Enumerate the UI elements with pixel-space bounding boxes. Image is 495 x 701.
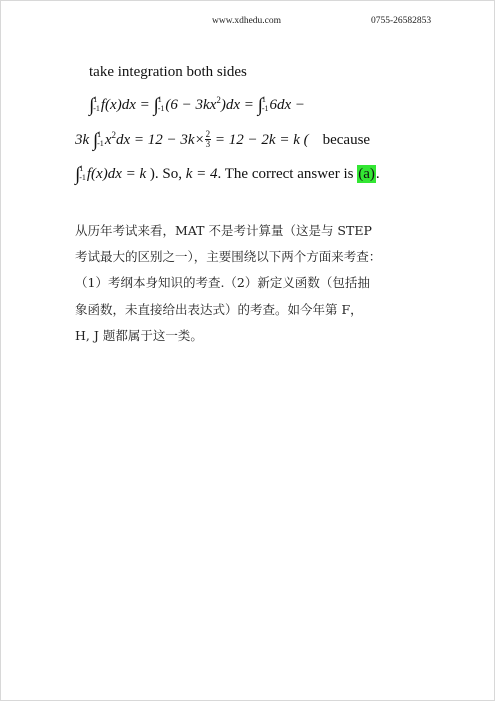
correct-answer-highlight: (a) [358, 166, 375, 182]
equation-line-2 [75, 128, 370, 150]
integral-sign: ∫ [153, 95, 159, 116]
square-exponent: 2 [111, 130, 116, 140]
answer-sentence: . The correct answer is [217, 166, 358, 182]
eq3-integral: f(x)dx = k [86, 166, 147, 182]
page-header [0, 16, 495, 30]
integral-limits: 1 -1 [93, 94, 100, 113]
commentary-line-2: 考试最大的区别之一），主要围绕以下两个方面来考查： [75, 249, 382, 264]
eq1-lhs: f(x)dx = [100, 97, 154, 113]
integral-limits: 1 -1 [79, 163, 86, 182]
sentence-end: . [375, 166, 380, 182]
website-text: www.xdhedu.com [212, 16, 282, 26]
commentary-line-4: 象函数，未直接给出表达式）的考查。如今年第 F， [75, 302, 363, 317]
commentary-line-1: 从历年考试来看，MAT 不是考计算量（这是与 STEP [75, 223, 372, 238]
k-value: k = 4 [185, 166, 218, 182]
phone-number: 0755-26582853 [371, 16, 432, 26]
integral-sign: ∫ [257, 95, 263, 116]
eq2-term: x [104, 132, 112, 148]
eq2-after: dx = 12 − 3k× [115, 132, 205, 148]
commentary-line-5: H, J 题都属于这一类。 [75, 328, 203, 343]
eq2-tail: = 12 − 2k = k ( [211, 132, 309, 148]
integral-limits: 1 -1 [261, 94, 269, 113]
solution-intro [89, 64, 247, 81]
integral-sign: ∫ [92, 130, 99, 151]
solution-intro-text: take integration both sides [89, 64, 247, 80]
integral-limits: 1 -1 [97, 129, 104, 148]
equation-line-3 [75, 162, 380, 184]
eq2-lead: 3k [75, 132, 93, 148]
integral-sign: ∫ [89, 95, 95, 116]
equation-line-1 [89, 93, 305, 115]
fraction-two-thirds: $\frac{2}{3}$ [205, 129, 211, 150]
because-word: because [322, 132, 371, 148]
square-exponent: 2 [216, 95, 221, 105]
eq3-text: ). So, [146, 166, 186, 182]
integral-sign: ∫ [75, 164, 81, 185]
eq1-mid-tail: )dx = [220, 97, 258, 113]
commentary-line-3: （1）考纲本身知识的考查.（2）新定义函数（包括抽 [75, 275, 370, 290]
eq1-rhs: 6dx − [269, 97, 306, 113]
integral-limits: 1 -1 [157, 94, 165, 113]
eq1-mid: (6 − 3kx [165, 97, 217, 113]
